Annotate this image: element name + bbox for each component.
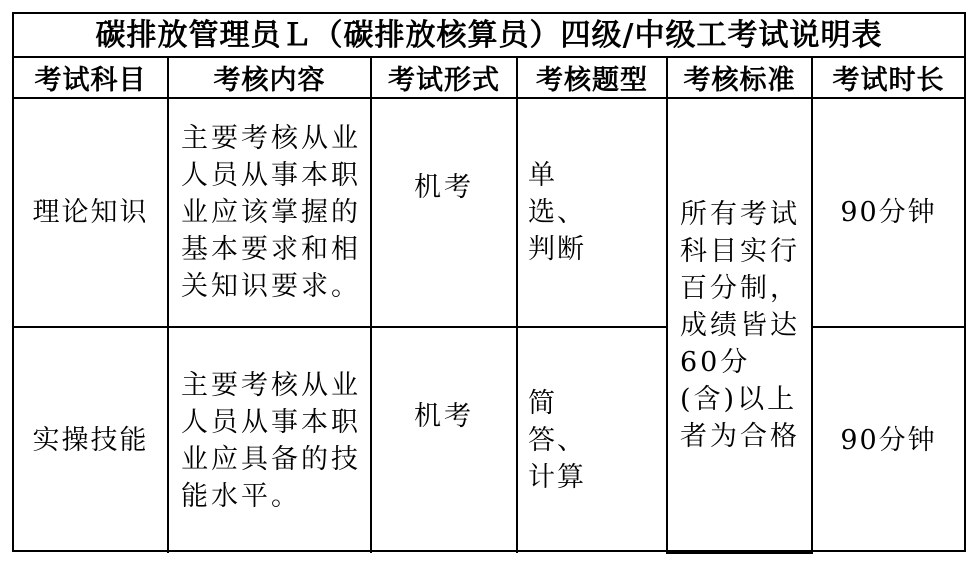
exam-table	[14, 58, 964, 554]
cell-subject: 实操技能	[14, 327, 168, 553]
sheet-title: 碳排放管理员Ｌ（碳排放核算员）四级/中级工考试说明表	[14, 14, 964, 58]
cell-content: 主要考核从业人员从事本职业应该掌握的基本要求和相关知识要求。	[168, 98, 371, 327]
header-duration: 考试时长	[812, 58, 964, 98]
cell-question-type	[517, 98, 667, 327]
table-row	[14, 327, 964, 553]
cell-question-type-text: 单选、判断	[528, 160, 586, 265]
table-row	[14, 98, 964, 327]
cell-question-type	[517, 327, 667, 553]
table-header-row	[14, 58, 964, 98]
exam-description-sheet	[12, 12, 966, 552]
cell-form	[371, 327, 517, 553]
cell-form-text: 机考	[414, 172, 474, 203]
header-question-type: 考核题型	[517, 58, 667, 98]
cell-question-type-text: 简答、计算	[528, 388, 586, 493]
cell-form	[371, 98, 517, 327]
cell-content: 主要考核从业人员从事本职业应具备的技能水平。	[168, 327, 371, 553]
cell-standard: 所有考试科目实行百分制，成绩皆达60分(含)以上者为合格	[667, 98, 812, 553]
cell-form-text: 机考	[414, 401, 474, 432]
header-form: 考试形式	[371, 58, 517, 98]
header-standard: 考核标准	[667, 58, 812, 98]
cell-subject: 理论知识	[14, 98, 168, 327]
cell-duration: 90分钟	[812, 98, 964, 327]
header-subject: 考试科目	[14, 58, 168, 98]
cell-duration: 90分钟	[812, 327, 964, 553]
header-content: 考核内容	[168, 58, 371, 98]
